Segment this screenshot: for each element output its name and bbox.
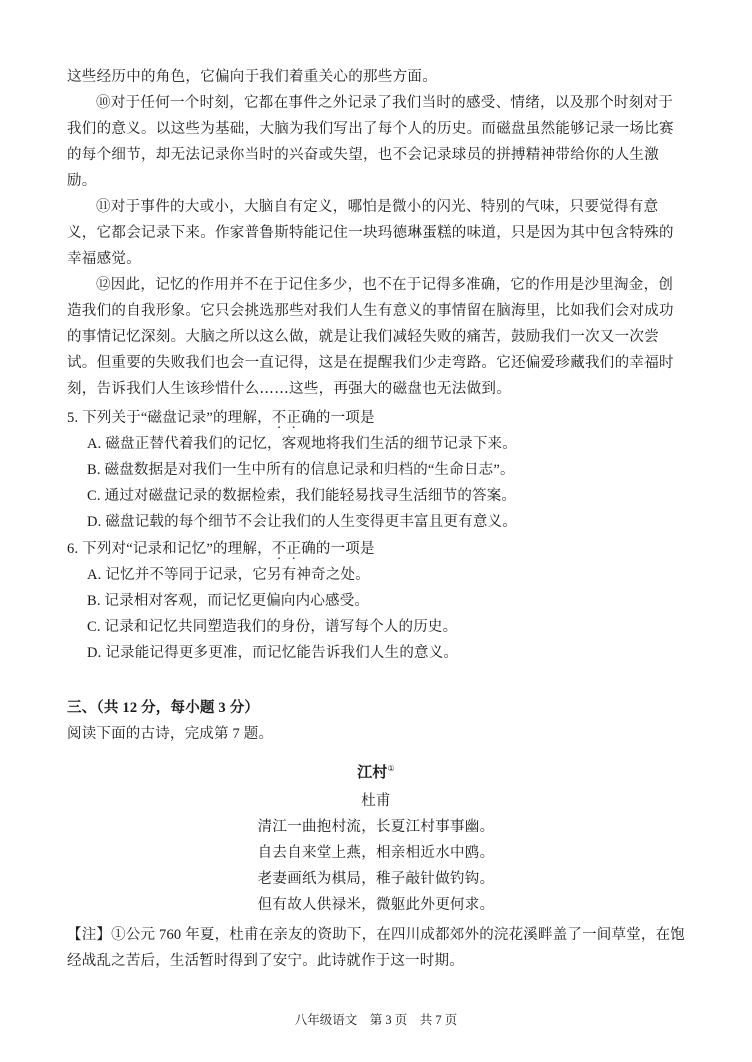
- poem-author: 杜甫: [361, 793, 391, 809]
- question-5-option-b: B. 磁盘数据是对我们一生中所有的信息记录和归档的“生命日志”。: [87, 462, 515, 478]
- question-5-stem: 5. 下列关于“磁盘记录”的理解，不正确的一项是: [67, 410, 375, 426]
- question-6-option-b: B. 记录相对客观，而记忆更偏向内心感受。: [87, 593, 370, 609]
- passage-paragraph-12: ⑫因此，记忆的作用并不在于记住多少，也不在于记得多准确，它的作用是沙里淘金，创造我们的自我形象。它只会挑选那些对我们人生有意义的事情留在脑海里，比如我们会对成功的事情记忆深刻。大脑之所以这么做，就是让我们减轻失败的痛苦，鼓励我们一次又一次尝试。但重要的失败我们也会一直记得，这是在提醒我们少走弯路。它还偏爱珍藏我们的幸福时刻，告诉我们人生该珍惜什么……这些，再强大的磁盘也无法做到。: [67, 277, 674, 397]
- section-3-heading: 三、（共 12 分，每小题 3 分）: [67, 700, 260, 716]
- question-5: [67, 405, 687, 535]
- question-6-stem: 6. 下列对“记录和记忆”的理解，不正确的一项是: [67, 541, 375, 557]
- question-6: [67, 536, 687, 666]
- footnote-mark: ①: [387, 764, 395, 773]
- question-6-option-a: A. 记忆并不等同于记录，它另有神奇之处。: [87, 567, 370, 583]
- emphasis-dot: 正: [286, 541, 302, 557]
- question-5-option-a: A. 磁盘正替代着我们的记忆，客观地将我们生活的细节记录下来。: [87, 436, 517, 452]
- poem-line: 自去自来堂上燕，相亲相近水中鸥。: [257, 845, 495, 861]
- emphasis-dot: 不: [271, 541, 287, 557]
- reading-passage: [67, 64, 687, 402]
- poem-title: 江村①: [357, 764, 395, 781]
- passage-paragraph-11: ⑪对于事件的大或小，大脑自有定义，哪怕是微小的闪光、特别的气味，只要觉得有意义，它都会记录下来。作家普鲁斯特能记住一块玛德琳蛋糕的味道，只是因为其中包含特殊的幸福感觉。: [67, 199, 674, 267]
- passage-paragraph-continued: 这些经历中的角色，它偏向于我们着重关心的那些方面。: [67, 69, 437, 85]
- section-3-instruction: 阅读下面的古诗，完成第 7 题。: [67, 726, 274, 742]
- question-5-option-d: D. 磁盘记载的每个细节不会让我们的人生变得更丰富且更有意义。: [87, 514, 517, 530]
- question-6-option-c: C. 记录和记忆共同塑造我们的身份，谱写每个人的历史。: [87, 619, 458, 635]
- page-footer: 八年级语文 第 3 页 共 7 页: [294, 1013, 458, 1027]
- emphasis-dot: 正: [286, 410, 302, 426]
- passage-paragraph-10: ⑩对于任何一个时刻，它都在事件之外记录了我们当时的感受、情绪，以及那个时刻对于我们的意义。以这些为基础，大脑为我们写出了每个人的历史。而磁盘虽然能够记录一场比赛的每个细节，却无法记录你当时的兴奋或失望，也不会记录球员的拼搏精神带给你的人生激励。: [67, 95, 674, 189]
- question-6-option-d: D. 记录能记得更多更准，而记忆能告诉我们人生的意义。: [87, 645, 459, 661]
- poem-line: 但有故人供禄米，微躯此外更何求。: [257, 897, 495, 913]
- question-5-option-c: C. 通过对磁盘记录的数据检索，我们能轻易找寻生活细节的答案。: [87, 488, 517, 504]
- emphasis-dot: 不: [271, 410, 287, 426]
- poem-line: 老妻画纸为棋局，稚子敲针做钓钩。: [257, 871, 495, 887]
- poem-footnote: 【注】①公元 760 年夏，杜甫在亲友的资助下，在四川成都郊外的浣花溪畔盖了一间草堂，在饱经战乱之苦后，生活暂时得到了安宁。此诗就作于这一时期。: [67, 927, 685, 969]
- poem-line: 清江一曲抱村流，长夏江村事事幽。: [257, 819, 495, 835]
